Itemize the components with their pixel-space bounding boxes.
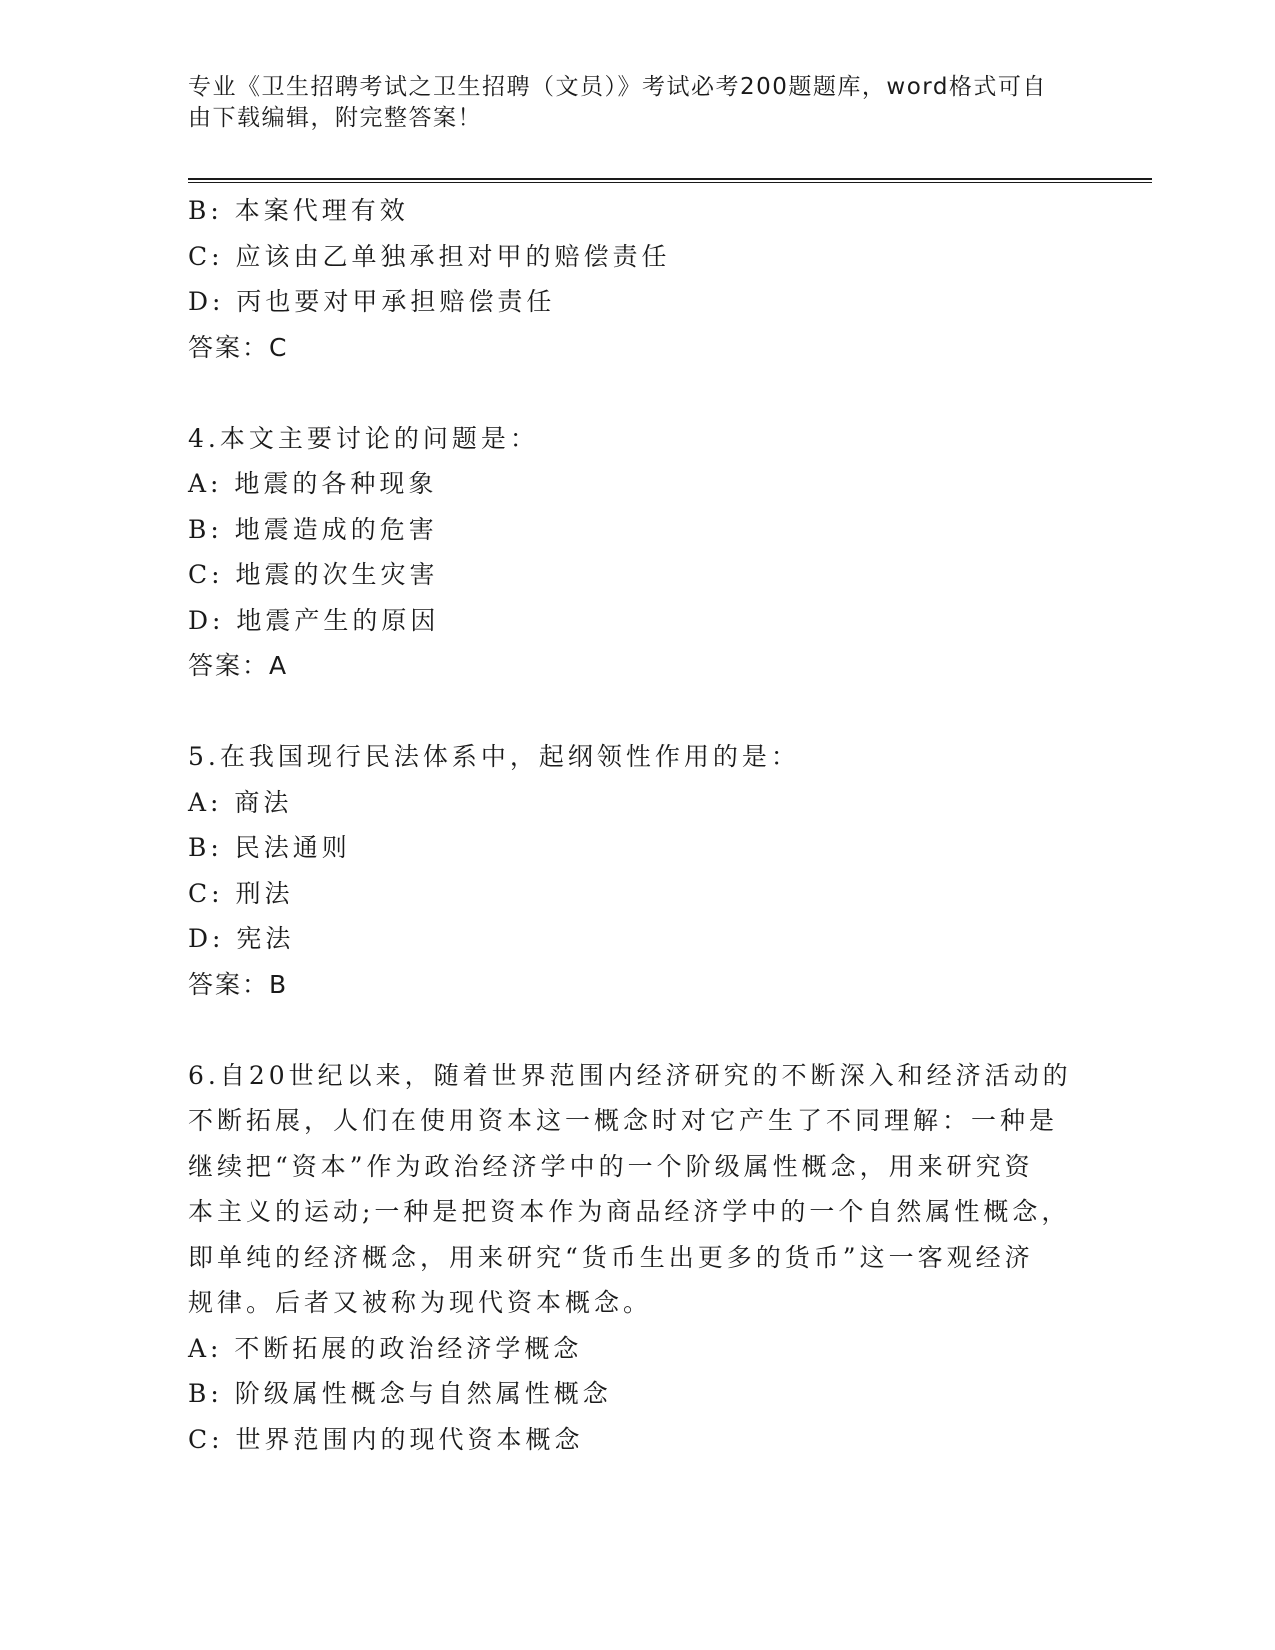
option-d: D: 宪法	[188, 924, 295, 953]
question-text: 4.本文主要讨论的问题是：	[188, 423, 539, 453]
document-header	[188, 72, 1068, 134]
question-6	[188, 1053, 1088, 1463]
header-divider	[188, 178, 1152, 183]
spacer	[188, 370, 1088, 416]
option-b: B: 民法通则	[188, 833, 351, 862]
option-d: D: 地震产生的原因	[188, 605, 440, 635]
option-a: A: 不断拓展的政治经济学概念	[188, 1333, 583, 1363]
question-text: 5.在我国现行民法体系中，起纲领性作用的是：	[188, 742, 800, 771]
option-b: B: 本案代理有效	[188, 196, 409, 225]
option-a: A: 商法	[188, 787, 293, 817]
question-text-line: 6.自20世纪以来，随着世界范围内经济研究的不断深入和经济活动的	[188, 1060, 1072, 1090]
answer-line: 答案：B	[188, 969, 289, 999]
option-c: C: 刑法	[188, 878, 294, 908]
option-c: C: 应该由乙单独承担对甲的赔偿责任	[188, 241, 671, 271]
option-b: B: 地震造成的危害	[188, 514, 438, 544]
question-5	[188, 734, 1088, 1007]
option-c: C: 地震的次生灾害	[188, 560, 439, 589]
option-d: D: 丙也要对甲承担赔偿责任	[188, 287, 556, 316]
answer-line: 答案：A	[188, 651, 289, 680]
answer-line: 答案：C	[188, 332, 289, 362]
question-text-line: 不断拓展，人们在使用资本这一概念时对它产生了不同理解：一种是	[188, 1106, 1059, 1135]
question-text-line: 即单纯的经济概念，用来研究“货币生出更多的货币”这一客观经济	[188, 1242, 1034, 1272]
question-3-tail	[188, 188, 1088, 370]
question-text-line: 继续把“资本”作为政治经济学中的一个阶级属性概念，用来研究资	[188, 1151, 1034, 1181]
question-text-line: 本主义的运动;一种是把资本作为商品经济学中的一个自然属性概念，	[188, 1197, 1071, 1226]
option-b: B: 阶级属性概念与自然属性概念	[188, 1379, 612, 1408]
question-content	[188, 188, 1088, 1462]
question-4	[188, 416, 1088, 689]
question-text-line: 规律。后者又被称为现代资本概念。	[188, 1288, 653, 1317]
spacer	[188, 1007, 1088, 1053]
header-line-2: 由下载编辑，附完整答案！	[188, 105, 482, 131]
option-c: C: 世界范围内的现代资本概念	[188, 1424, 584, 1454]
spacer	[188, 689, 1088, 735]
header-line-1: 专业《卫生招聘考试之卫生招聘（文员）》考试必考200题题库，word格式可自	[188, 74, 1047, 100]
option-a: A: 地震的各种现象	[188, 469, 438, 498]
